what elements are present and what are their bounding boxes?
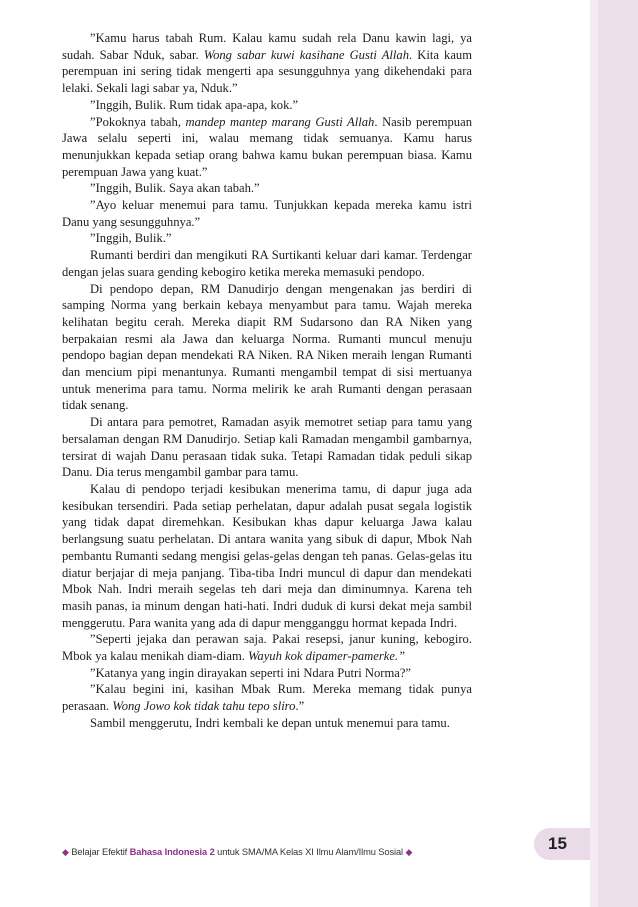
text-run: ”Pokoknya tabah, [90,114,186,129]
text-run: ”Inggih, Bulik.” [90,231,172,246]
italic-phrase: mandep mantep marang Gusti Allah [185,114,375,129]
diamond-icon: ◆ [62,847,69,857]
text-run: Kalau di pendopo terjadi kesibukan menerima tamu, di dapur juga ada kesibukan tersendiri. Pada setiap perhelatan, dapur adalah pusat segala logistik yang tidak dapat diremehkan. Kesibukan khas dapur keluarga Jawa kalau berlangsung suatu perhelatan. Di antara wanita yang sibuk di dapur, Mbok Nah pembantu Rumanti sedang mengisi gelas-gelas dengan teh panas. Gelas-gelas itu diatur berjajar di meja panjang. Tiba-tiba Indri muncul di dapur dan mendekati Mbok Nah. Indri meraih segelas teh dari meja dan diminumnya. Karena teh masih panas, ia minum dengan hati-hati. Indri duduk di kursi dekat meja sambil menggerutu. Para wanita yang ada di dapur mengganggu hormat kepada Indri. [62,481,472,630]
text-run: . Kita kaum perempuan ini sering tidak mengerti apa sesungguhnya yang dikehendaki para lelaki. Sekali lagi sabar ya, Nduk.” [62,47,473,96]
paragraph [62,665,472,682]
paragraph [62,281,472,415]
italic-phrase: Wayuh kok dipamer-pamerke.” [248,649,406,664]
body-text [62,30,472,732]
text-run: Di antara para pemotret, Ramadan asyik memotret setiap para tamu yang bersalaman dengan RM Danudirjo. Setiap kali Ramadan mengambil gambarnya, tersirat di wajah Danu perasaan tidak suka. Tetapi Ramadan tidak peduli sikap Danu. Dia terus mengambil gambar para tamu. [62,415,472,480]
page-number-tab [534,828,590,860]
paragraph [62,681,472,714]
footer [62,847,412,858]
text-run: ”Inggih, Bulik. Rum tidak apa-apa, kok.” [90,97,299,112]
side-band-inner [598,0,638,907]
italic-phrase: Wong sabar kuwi kasihane Gusti Allah [203,47,410,62]
text-run: .” [295,699,305,714]
paragraph [62,230,472,247]
text-run: ”Ayo keluar menemui para tamu. Tunjukkan kepada mereka kamu istri Danu yang sesungguhnya.” [62,198,472,229]
text-run: ”Kamu harus tabah Rum. Kalau kamu sudah rela Danu kawin lagi, ya sudah. Sabar Nduk, sabar. [62,31,472,62]
paragraph [62,180,472,197]
footer-book-title: Bahasa Indonesia 2 [129,847,215,857]
paragraph [62,414,472,481]
text-run: Rumanti berdiri dan mengikuti RA Surtikanti keluar dari kamar. Terdengar dengan jelas suara gending kebogiro ketika mereka memasuki pendopo. [62,248,472,279]
text-run: ”Katanya yang ingin dirayakan seperti ini Ndara Putri Norma?” [90,665,412,680]
footer-suffix: untuk SMA/MA Kelas XI Ilmu Alam/Ilmu Sosial [214,847,403,857]
italic-phrase: Wong Jowo kok tidak tahu tepo sliro [112,699,296,714]
text-run: ”Kalau begini ini, kasihan Mbak Rum. Mereka memang tidak punya perasaan. [62,682,472,714]
diamond-icon: ◆ [405,847,413,857]
paragraph [62,197,472,230]
text-run: ”Inggih, Bulik. Saya akan tabah.” [90,181,260,196]
paragraph [62,247,472,280]
paragraph [62,631,472,664]
text-run: Sambil menggerutu, Indri kembali ke depan untuk menemui para tamu. [90,715,450,730]
paragraph [62,97,472,114]
text-run: Di pendopo depan, RM Danudirjo dengan mengenakan jas berdiri di samping Norma yang berkain kebaya menyambut para tamu. Wajah mereka kelihatan begitu cerah. Mereka diapit RM Sudarsono dan RA Niken yang berpakaian resmi ala Jawa dan keluarga Norma. Rumanti muncul menuju pendopo bagian depan mendekati RA Niken. RA Niken meraih lengan Rumanti dan mencium pipi menantunya. Rumanti mengambil tempat di sisi mertuanya untuk menerima para tamu. Norma melirik ke arah Rumanti dengan perasaan tidak senang. [62,281,472,413]
text-run: ”Seperti jejaka dan perawan saja. Pakai resepsi, janur kuning, kebogiro. Mbok ya kalau menikah diam-diam. [62,632,472,664]
paragraph [62,481,472,631]
text-run: . Nasib perempuan Jawa selalu seperti ini, walau memang tidak semuanya. Kamu harus menunjukkan kepada setiap orang bahwa kamu bukan perempuan biasa. Kamu perempuan Jawa yang kuat.” [62,114,472,179]
paragraph [62,114,472,181]
page-number: 15 [548,834,567,853]
paragraph [62,30,472,97]
paragraph [62,715,472,732]
footer-prefix: Belajar Efektif [71,847,130,857]
